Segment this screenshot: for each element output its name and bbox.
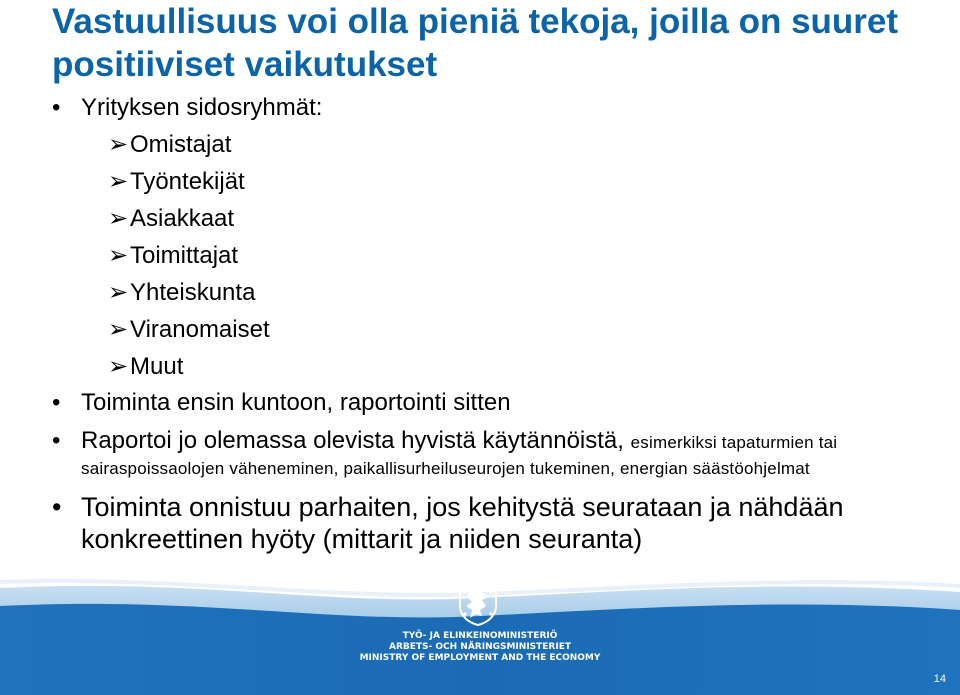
bullet-report-main: Raportoi jo olemassa olevista hyvistä käytännöistä, [81,427,624,454]
ministry-name-sv: ARBETS- OCH NÄRINGSMINISTERIET [388,642,571,652]
ministry-crest-icon [456,584,500,626]
bullet-report-detail: esimerkiksi tapaturmien tai sairaspoissaolojen väheneminen, paikallisurheiluseurojen tukeminen, energian säästöohjelmat [81,433,838,478]
arrow-icon: ➢ [108,205,129,232]
slide-title: Vastuullisuus voi olla pieniä tekoja, joilla on suuret positiiviset vaikutukset [52,2,899,84]
sub-item: ➢ Asiakkaat [52,200,952,237]
sub-item: ➢ Yhteiskunta [52,274,952,311]
arrow-icon: ➢ [108,131,129,158]
arrow-icon: ➢ [108,316,129,343]
sub-item: ➢ Työntekijät [52,163,952,200]
arrow-icon: ➢ [108,353,129,380]
sub-item: ➢ Toimittajat [52,237,952,274]
sub-item: ➢ Viranomaiset [52,311,952,348]
arrow-icon: ➢ [108,168,129,195]
bullet-order: • Toiminta ensin kuntoon, raportointi sitten [52,385,952,421]
ministry-name-en: MINISTRY OF EMPLOYMENT AND THE ECONOMY [359,653,601,663]
sub-item: ➢ Omistajat [52,126,952,163]
arrow-icon: ➢ [108,279,129,306]
arrow-icon: ➢ [108,242,129,269]
bullet-success: • Toiminta onnistuu parhaiten, jos kehitystä seurataan ja nähdään konkreettinen hyöty (mittarit ja niiden seuranta) [52,491,952,555]
ministry-name-fi: TYÖ- JA ELINKEINOMINISTERIÖ [402,631,558,641]
ministry-logo-text [330,631,630,664]
sub-item: ➢ Muut [52,348,952,385]
bullet-stakeholders: • Yrityksen sidosryhmät: [52,90,952,126]
bullet-report [52,429,952,481]
page-number: 14 [933,673,946,685]
slide-body [52,90,952,555]
